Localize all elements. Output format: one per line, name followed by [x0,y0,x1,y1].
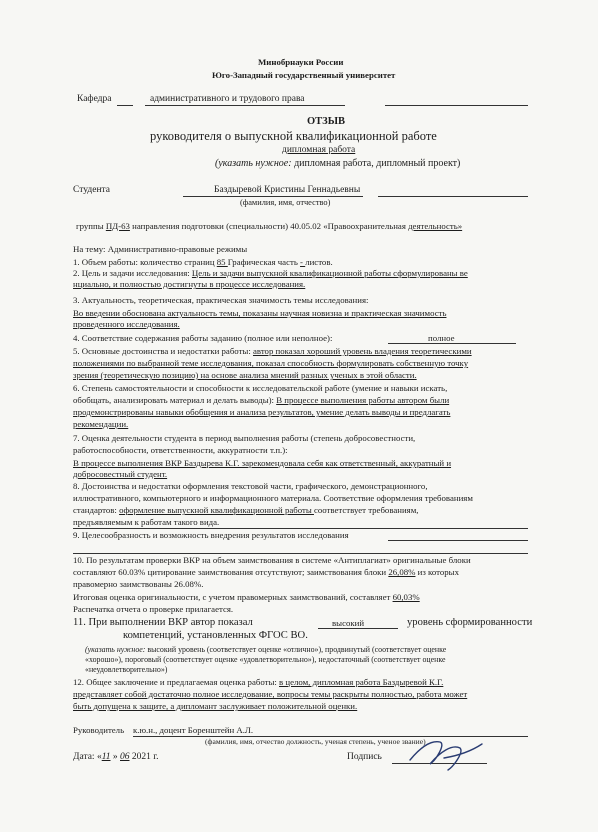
item-2-line-1: 2. Цель и задачи исследования: Цель и задачи выпускной квалификационной работы сформулированы ве [73,268,468,278]
item-7-line-3: В процессе выполнения ВКР Баздырева К.Г. зарекомендовала себя как ответственный, аккуратный и [73,458,452,468]
item-12-line-1: 12. Общее заключение и предлагаемая оценка работы: в целом, дипломная работа Баздыревой К.Г. [73,677,444,687]
item-9: 9. Целесообразность и возможность внедрения результатов исследования [73,530,349,540]
department-value: административного и трудового права [150,94,305,104]
topic-line: На тему: Административно-правовые режимы [73,244,248,254]
item-5-line-3: зрения (теоретическую позицию) на основе анализа мнений разных ученых в этой области. [73,370,417,380]
group-line: группы ПД-63 направления подготовки (специальности) 40.05.02 «Правоохранительная деятельность» [76,221,463,231]
item-10-line-3: правомерно заимствованы 26.08%. [73,579,204,589]
item-10-line-4: Итоговая оценка оригинальности, с учетом правомерных заимствований, составляет 60,03% [73,592,420,602]
item-8-line-2: иллюстративного, компьютерного и информационного материала. Соответствие оформления требованиям [73,493,473,503]
work-type-hint: (указать нужное: дипломная работа, дипломный проект) [215,158,461,169]
item-8-line-3: стандартов: оформление выпускной квалификационной работы соответствует требованиям, [73,505,419,515]
item-3-line-1: 3. Актуальность, теоретическая, практическая значимость темы исследования: [73,295,369,305]
student-name: Баздыревой Кристины Геннадьевны [214,185,361,195]
item-3-line-2: Во введении обоснована актуальность темы, показаны научная новизна и практическая значимость [73,308,447,318]
item-7-line-4: добросовестный студент. [73,469,168,479]
date-line: Дата: «11 » 06 2021 г. [73,752,159,762]
item-10-line-5: Распечатка отчета о проверке прилагается. [73,604,234,614]
item-11-hint-3: «неудовлетворительно») [85,665,168,674]
item-10-line-2: составляют 60.03% цитирование заимствования отсутствуют; заимствования блоки 26,08% из которых [73,567,459,577]
item-4-value: полное [428,333,455,343]
item-8-line-1: 8. Достоинства и недостатки оформления текстовой части, графического, демонстрационного, [73,481,428,491]
item-7-line-1: 7. Оценка деятельности студента в период выполнения работы (степень добросовестности, [73,433,416,443]
item-11-level: высокий [332,618,365,628]
work-type: дипломная работа [282,145,356,155]
item-11-line-1: 11. При выполнении ВКР автор показал [73,617,253,628]
item-6-line-4: рекомендации. [73,419,129,429]
item-4: 4. Соответствие содержания работы заданию (полное или неполное): [73,333,333,343]
item-11-hint-1: (указать нужное: высокий уровень (соответствует оценке «отлично»), продвинутый (соответствует оценке [85,645,447,654]
handwritten-signature [400,730,490,775]
item-7-line-2: работоспособности, ответственности, аккуратности т.п.): [73,445,288,455]
student-label: Студента [73,185,111,195]
item-1: 1. Объем работы: количество страниц 85 Графическая часть - листов. [73,257,333,267]
item-8-line-4: предъявляемым к работам такого вида. [73,517,220,527]
item-12-line-3: быть допущена к защите, а дипломант заслуживает положительной оценки. [73,701,358,711]
document-subtitle: руководителя о выпускной квалификационной работе [150,129,437,143]
student-caption: (фамилия, имя, отчество) [240,198,331,207]
ministry-name: Минобрнауки России [258,57,344,67]
item-11-suffix: уровень сформированности [407,617,533,628]
item-11-hint-2: «хорошо»), пороговый (соответствует оценке «удовлетворительно»), недостаточный (соответствует оценке [85,655,446,664]
item-12-line-2: представляет собой достаточно полное исследование, вопросы темы раскрыты полностью, работа может [73,689,468,699]
item-6-line-2: обобщать, анализировать материал и делать выводы): В процессе выполнения работы автором были [73,395,450,405]
supervisor-caption: (фамилия, имя, отчество должность, ученая степень, ученое звание) [205,737,426,746]
item-11-line-2: компетенций, установленных ФГОС ВО. [123,630,308,641]
item-6-line-3: продемонстрированы навыки обобщения и анализа результатов, умение делать выводы и предлагать [73,407,451,417]
document-title: ОТЗЫВ [306,116,346,127]
university-name: Юго-Западный государственный университет [212,70,396,80]
signature-label: Подпись [347,752,382,762]
item-2-line-2: нциально, и полностью достигнуты в процессе исследования. [73,279,306,289]
department-label: Кафедра [77,94,112,104]
item-10-line-1: 10. По результатам проверки ВКР на объем заимствования в системе «Антиплагиат» оригинальные блоки [73,555,471,565]
supervisor-value: к.ю.н., доцент Боренштейн А.Л. [133,725,254,735]
item-6-line-1: 6. Степень самостоятельности и способности к исследовательской работе (умение и навыки искать, [73,383,448,393]
item-3-line-3: проведенного исследования. [73,319,180,329]
supervisor-label: Руководитель [73,725,125,735]
item-5-line-2: положениями по выбранной теме исследования, показал способность формулировать собственную точку [73,358,469,368]
item-5-line-1: 5. Основные достоинства и недостатки работы: автор показал хороший уровень владения теоретическими [73,346,472,356]
